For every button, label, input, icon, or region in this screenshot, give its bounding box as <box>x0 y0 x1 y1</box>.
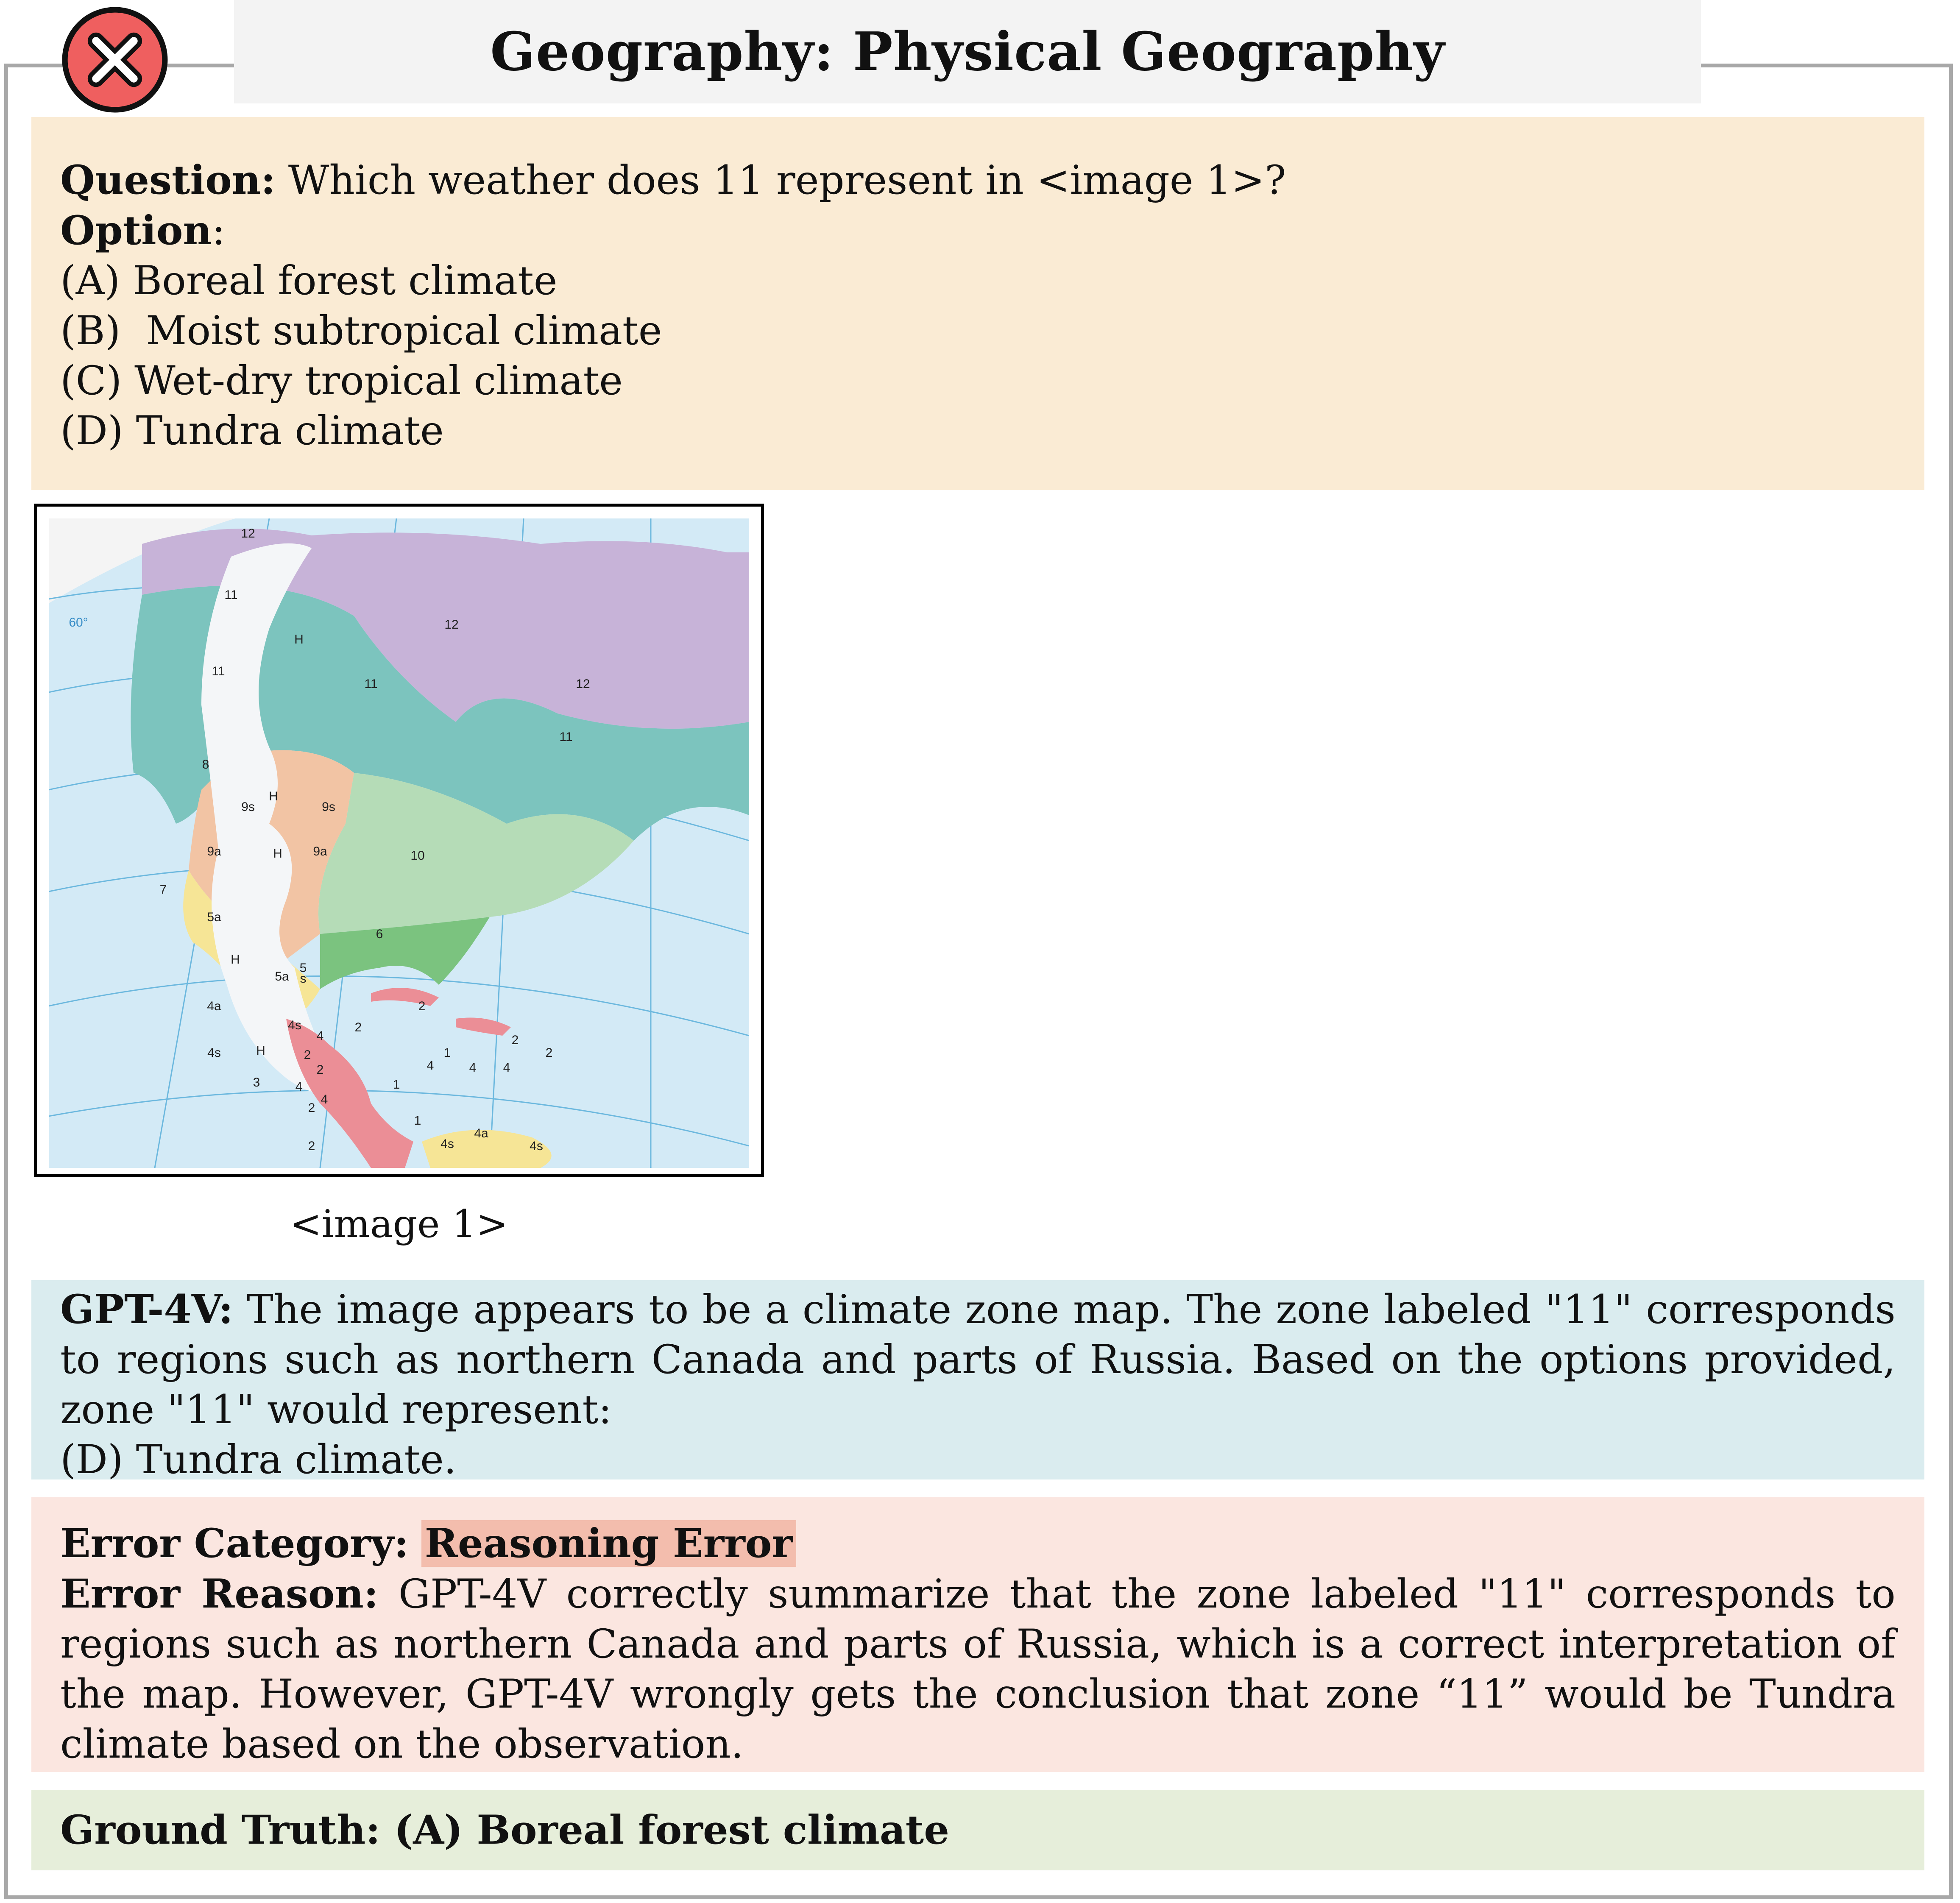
map-zone-label: 4a <box>207 999 221 1013</box>
error-reason-label: Error Reason: <box>60 1571 379 1617</box>
ground-truth-panel <box>31 1790 1924 1870</box>
map-zone-label: 11 <box>212 664 225 678</box>
map-zone-label: H <box>231 953 240 967</box>
map-zone-label: 2 <box>545 1046 553 1060</box>
map-zone-label: 2 <box>418 999 426 1013</box>
map-zone-label: 12 <box>576 677 590 691</box>
question-label: Question: <box>60 157 276 203</box>
map-zone-label: 6 <box>376 927 383 941</box>
map-zone-label: 11 <box>364 677 378 691</box>
image-caption: <image 1> <box>290 1202 508 1246</box>
gpt4v-answer: (D) Tundra climate. <box>60 1437 457 1483</box>
gpt4v-response-text <box>60 1284 1896 1435</box>
map-zone-label: 4s <box>207 1046 221 1060</box>
error-category-label: Error Category: <box>60 1520 409 1567</box>
x-circle-icon <box>59 4 170 115</box>
error-category-value: Reasoning Error <box>421 1520 796 1567</box>
map-zone-label: 2 <box>511 1033 519 1047</box>
ground-truth-text: Ground Truth: (A) Boreal forest climate <box>60 1807 950 1853</box>
option-c: (C) Wet-dry tropical climate <box>60 358 623 404</box>
error-panel <box>31 1497 1924 1772</box>
map-zone-label: 8 <box>202 758 209 772</box>
map-zone-label: 9a <box>207 844 221 858</box>
map-zone-label: 1 <box>393 1078 400 1092</box>
map-zone-label: H <box>273 847 282 861</box>
map-zone-label: 1 <box>443 1046 451 1060</box>
question-body: Which weather does 11 represent in <image 1>? <box>275 157 1286 203</box>
map-zone-label: 5a <box>207 910 221 924</box>
map-zone-label: 4 <box>469 1061 477 1075</box>
map-zone-label: 2 <box>354 1020 362 1034</box>
map-zone-label: 11 <box>559 730 573 744</box>
option-label: Option <box>60 207 212 254</box>
map-zone-label: H <box>294 632 304 646</box>
map-zone-label: 4 <box>503 1061 510 1075</box>
map-zone-label: 4s <box>530 1139 543 1153</box>
map-zone-label: 5 <box>299 961 307 975</box>
map-zone-label: 4s <box>288 1018 301 1032</box>
map-zone-label: 9a <box>313 844 327 858</box>
map-zone-label: 2 <box>304 1048 311 1062</box>
map-zone-label: 4a <box>474 1126 488 1140</box>
map-zone-label: 9s <box>241 800 255 814</box>
gpt4v-response-body: The image appears to be a climate zone map. The zone labeled "11" corresponds to regions such as northern Canada and parts of Russia. Based on the options provided, zone "11" would represent: <box>60 1287 1896 1433</box>
map-zone-label: 9s <box>322 800 335 814</box>
map-zone-label: 1 <box>414 1114 421 1128</box>
map-zone-label: 2 <box>316 1063 324 1077</box>
map-zone-label: 10 <box>410 849 425 863</box>
climate-map-drawing <box>49 518 749 1168</box>
page-title-text: Geography: Physical Geography <box>490 21 1445 83</box>
map-zone-label: s <box>300 972 307 986</box>
option-a: (A) Boreal forest climate <box>60 258 558 304</box>
error-reason <box>60 1569 1896 1769</box>
map-zone-label: 4 <box>321 1092 328 1106</box>
map-zone-label: 7 <box>159 883 167 897</box>
map-zone-label: 60° <box>69 616 88 630</box>
climate-map <box>34 504 764 1177</box>
error-category <box>60 1518 1896 1569</box>
option-suffix: : <box>212 208 226 254</box>
map-zone-label: 4 <box>316 1029 324 1043</box>
map-zone-label: 5a <box>275 970 289 984</box>
map-zone-label: 4s <box>441 1137 454 1151</box>
map-zone-label: 12 <box>444 618 459 632</box>
map-zone-label: 3 <box>253 1075 260 1089</box>
page-title <box>234 0 1701 103</box>
gpt4v-response-panel <box>31 1280 1924 1483</box>
option-d: (D) Tundra climate <box>60 408 444 454</box>
map-zone-label: 11 <box>224 588 238 602</box>
map-zone-label: 2 <box>308 1139 315 1153</box>
question-text <box>60 155 1896 456</box>
map-zone-label: H <box>256 1044 265 1058</box>
error-reason-text: GPT-4V correctly summarize that the zone labeled "11" corresponds to regions such as northern Canada and parts of Russia, which is a correct interpretation of the map. However, GPT-4V wrongly gets the conclusion that zone “11” would be Tundra climate based on the observation. <box>60 1571 1896 1767</box>
map-zone-label: 4 <box>295 1080 303 1094</box>
map-zone-label: H <box>269 789 278 803</box>
gpt4v-label: GPT-4V: <box>60 1286 233 1333</box>
map-zone-label: 12 <box>241 527 255 541</box>
map-zone-label: 4 <box>427 1059 434 1073</box>
option-b: (B) Moist subtropical climate <box>60 308 662 354</box>
map-zone-label: 2 <box>308 1101 315 1115</box>
question-panel <box>31 117 1924 490</box>
